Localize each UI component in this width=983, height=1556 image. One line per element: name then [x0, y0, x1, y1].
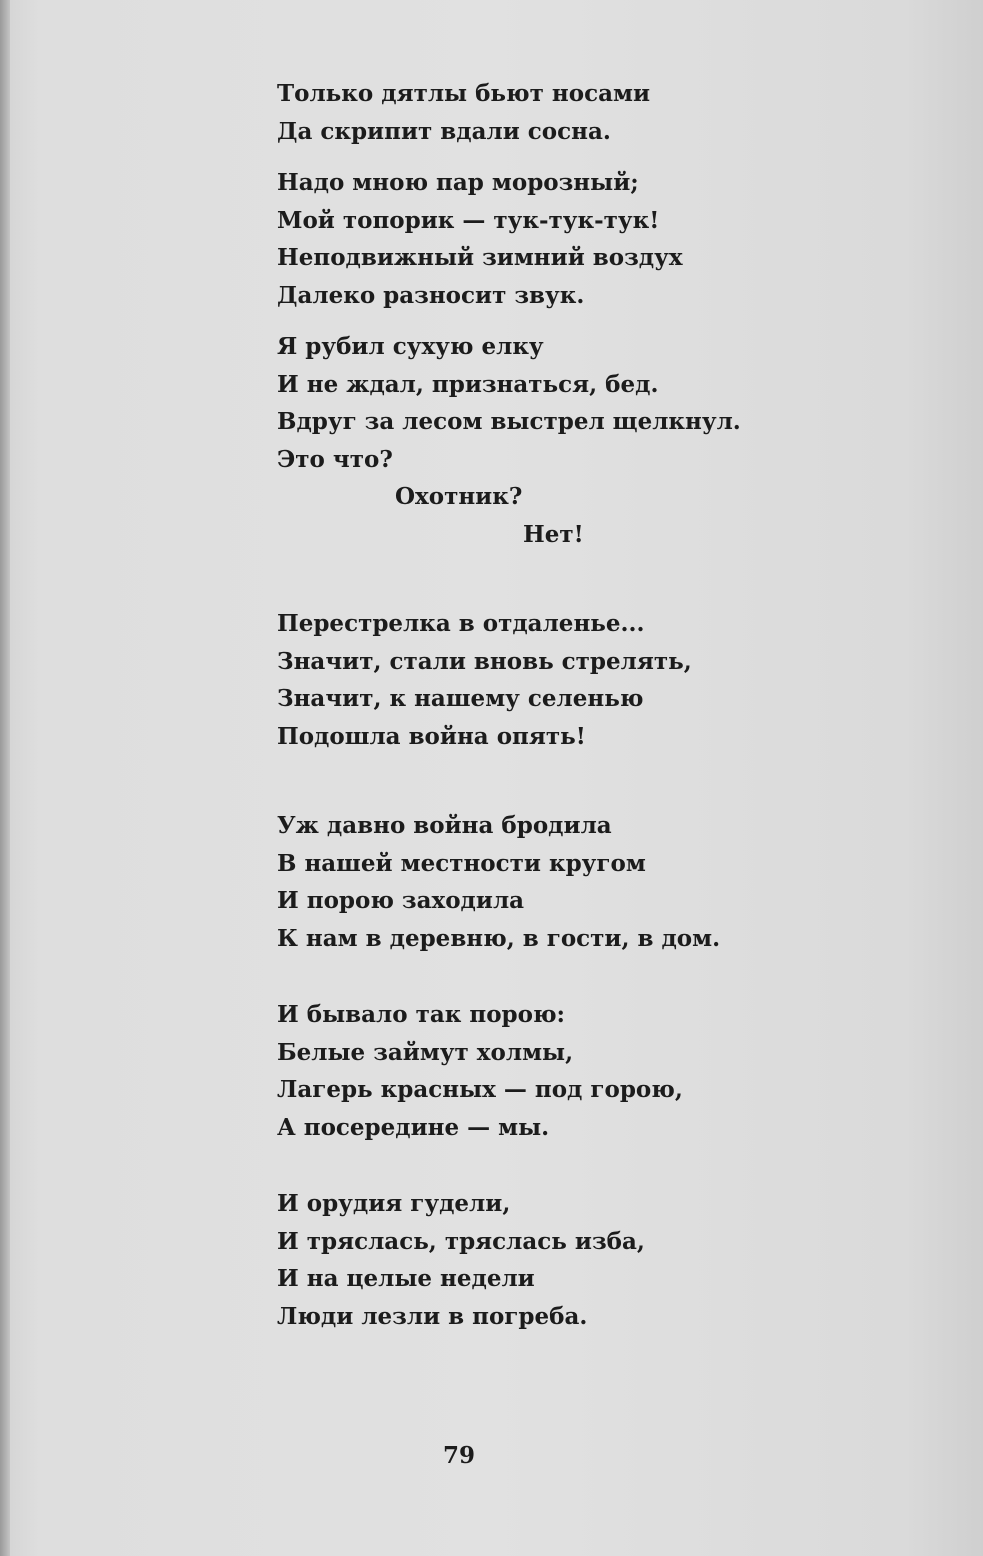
verse-line: Вдруг за лесом выстрел щелкнул.: [277, 408, 741, 435]
stanza: [277, 807, 797, 957]
stanza: [277, 328, 797, 553]
poem-text: [277, 75, 797, 1349]
stanza: [277, 605, 797, 755]
page-edge-shadow: [0, 0, 10, 1556]
verse-line: И тряслась, тряслась изба,: [277, 1227, 645, 1255]
stanza: [277, 75, 797, 150]
verse-line: Далеко разносит звук.: [277, 281, 585, 309]
verse-line: И не ждал, признаться, бед.: [277, 370, 659, 398]
verse-line: Значит, к нашему селенью: [277, 685, 644, 712]
verse-line: Белые займут холмы,: [277, 1038, 574, 1066]
verse-line: Значит, стали вновь стрелять,: [277, 647, 692, 675]
verse-line: Надо мною пар морозный;: [277, 169, 639, 196]
verse-line: Уж давно война бродила: [277, 812, 612, 839]
page-number: 79: [442, 1442, 475, 1469]
verse-line: Подошла война опять!: [277, 722, 586, 750]
verse-line: Охотник?: [395, 483, 523, 510]
verse-line: А посередине — мы.: [277, 1113, 550, 1141]
verse-line: И на целые недели: [277, 1265, 535, 1292]
verse-line: Я рубил сухую елку: [277, 333, 544, 360]
stanza: [277, 164, 797, 314]
verse-line: Это что?: [277, 445, 393, 473]
verse-line: И порою заходила: [277, 887, 525, 914]
verse-line: Люди лезли в погреба.: [277, 1302, 588, 1330]
verse-line: И орудия гудели,: [277, 1190, 511, 1217]
verse-line: В нашей местности кругом: [277, 849, 646, 877]
verse-line: И бывало так порою:: [277, 1001, 566, 1028]
verse-line: Только дятлы бьют носами: [277, 80, 651, 107]
verse-line: Да скрипит вдали сосна.: [277, 117, 611, 145]
stanza: [277, 1185, 797, 1335]
verse-line: К нам в деревню, в гости, в дом.: [277, 924, 721, 952]
verse-line: Нет!: [523, 520, 584, 548]
verse-line: Мой топорик — тук-тук-тук!: [277, 206, 660, 234]
verse-line: Перестрелка в отдаленье...: [277, 610, 645, 637]
verse-line: Лагерь красных — под горою,: [277, 1076, 683, 1103]
stanza: [277, 996, 797, 1146]
verse-line: Неподвижный зимний воздух: [277, 244, 683, 271]
